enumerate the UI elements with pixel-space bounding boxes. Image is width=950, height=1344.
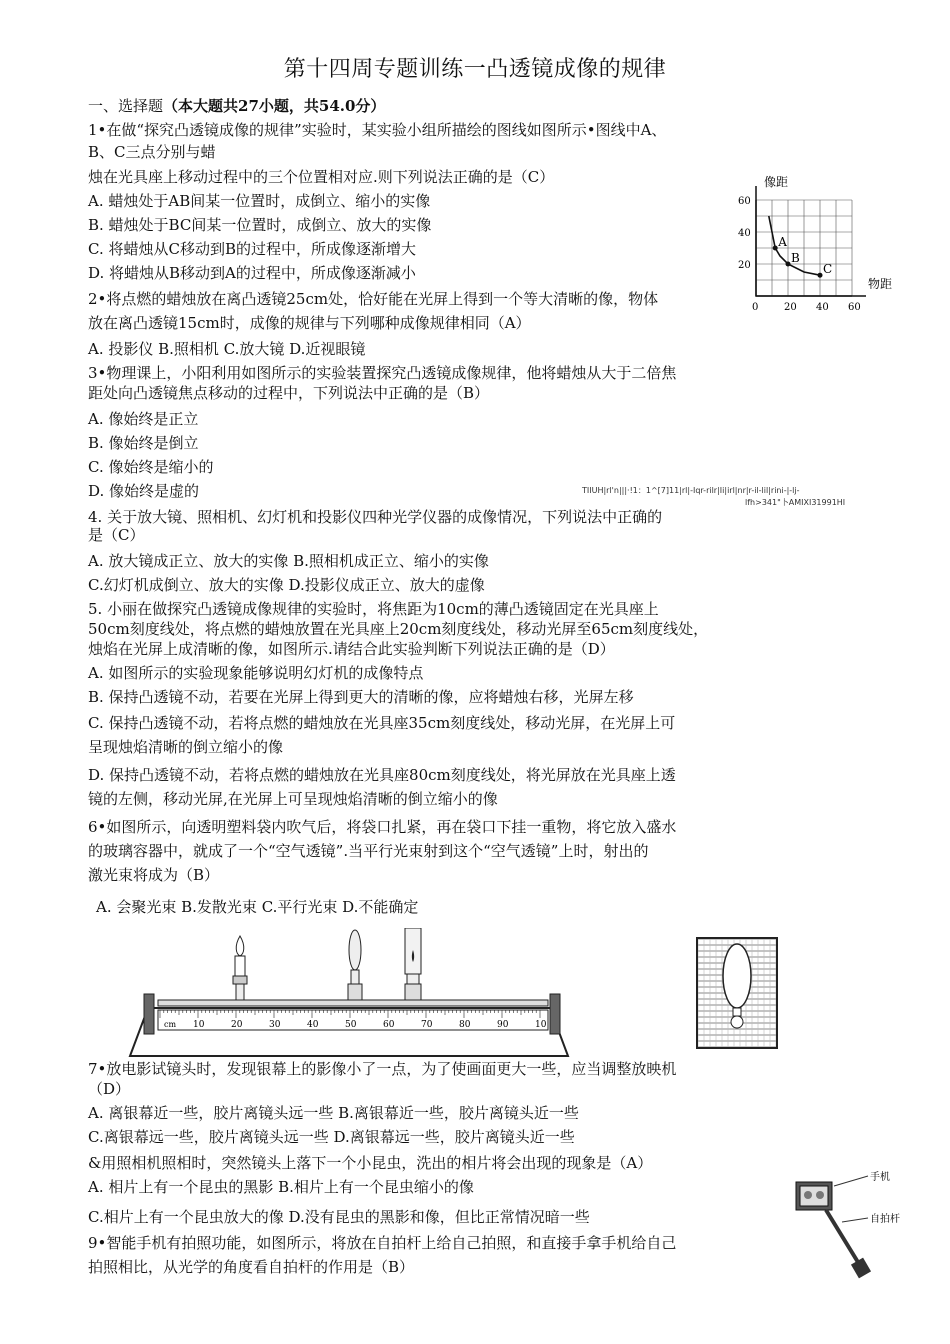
text-line: 4. 关于放大镜、照相机、幻灯机和投影仪四种光学仪器的成像情况，下列说法中正确的 — [88, 508, 663, 526]
graph-ylabel: 像距 — [764, 175, 789, 189]
graph-curve — [769, 216, 820, 275]
bench-tick-label: 10 — [193, 1020, 205, 1030]
text-line: 放在离凸透镜15cm时，成像的规律与下列哪种成像规律相同（A） — [88, 314, 531, 332]
bench-unit: cm — [164, 1020, 177, 1029]
bench-tick-label: 60 — [383, 1020, 395, 1030]
optical-bench-figure — [120, 928, 570, 1058]
text-line: 7•放电影试镜头时，发现银幕上的影像小了一点，为了使画面更大一些，应当调整放映机 — [88, 1060, 677, 1078]
graph-point-label: B — [791, 251, 800, 265]
text-line: A. 蜡烛处于AB间某一位置时，成倒立、缩小的实像 — [88, 192, 431, 210]
bench-tick-label: 70 — [421, 1020, 433, 1030]
text-line: A. 离银幕近一些，胶片离镜头远一些 B.离银幕近一些，胶片离镜头近一些 — [88, 1104, 579, 1122]
garbled-scale-text: TIIUH|rl'n|||·!1：1^[7]11|rl|-Iqr-rilr|Ii|irl|nr|r-il-lil|rini-|-lj- — [582, 486, 800, 495]
text-line: C.幻灯机成倒立、放大的实像 D.投影仪成正立、放大的虚像 — [88, 576, 485, 594]
page-title: 第十四周专题训练一凸透镜成像的规律 — [283, 57, 667, 82]
text-line: D. 将蜡烛从B移动到A的过程中，所成像逐渐减小 — [88, 264, 416, 282]
section-heading: 一、选择题（本大题共27小题，共54.0分） — [88, 97, 386, 115]
graph-ytick: 20 — [738, 260, 751, 271]
text-line: D. 保持凸透镜不动，若将点燃的蜡烛放在光具座80cm刻度线处，将光屏放在光具座上透 — [88, 766, 676, 784]
graph-xtick: 20 — [784, 302, 797, 313]
graph-point — [818, 273, 823, 278]
text-line: 是（C） — [88, 526, 145, 544]
convex-lens — [348, 930, 362, 1000]
text-line: A. 如图所示的实验现象能够说明幻灯机的成像特点 — [88, 664, 424, 682]
text-line: （D） — [88, 1080, 131, 1098]
text-line: 50cm刻度线处，将点燃的蜡烛放置在光具座上20cm刻度线处，移动光屏至65cm刻度线处， — [88, 620, 709, 638]
text-line: 镜的左侧，移动光屏,在光屏上可呈现烛焰清晰的倒立缩小的像 — [88, 790, 498, 808]
garbled-scale-text: lfh>341"卜AMIXI31991HI — [745, 498, 846, 507]
selfie-stick-figure — [790, 1160, 920, 1280]
text-line: 拍照相比，从光学的角度看自拍杆的作用是（B） — [88, 1258, 415, 1276]
text-line: 1•在做“探究凸透镜成像的规律”实验时，某实验小组所描绘的图线如图所示•图线中A、 — [88, 121, 667, 139]
text-line: 烛在光具座上移动过程中的三个位置相对应.则下列说法正确的是（C） — [88, 168, 555, 186]
text-line: B. 蜡烛处于BC间某一位置时，成倒立、放大的实像 — [88, 216, 432, 234]
text-line: B. 保持凸透镜不动，若要在光屏上得到更大的清晰的像，应将蜡烛右移，光屏左移 — [88, 688, 634, 706]
text-line: C.相片上有一个昆虫放大的像 D.没有昆虫的黑影和像，但比正常情况暗一些 — [88, 1208, 590, 1226]
text-line: 烛焰在光屏上成清晰的像，如图所示.请结合此实验判断下列说法正确的是（D） — [88, 640, 615, 658]
air-lens-figure — [695, 936, 780, 1051]
text-line: 3•物理课上，小阳利用如图所示的实验装置探究凸透镜成像规律，他将蜡烛从大于二倍焦 — [88, 364, 677, 382]
text-line: B. 像始终是倒立 — [88, 434, 199, 452]
candle — [233, 936, 247, 1000]
graph-point — [773, 246, 778, 251]
text-line: A. 相片上有一个昆虫的黑影 B.相片上有一个昆虫缩小的像 — [88, 1178, 474, 1196]
graph-point — [786, 262, 791, 267]
graph-xtick: 40 — [816, 302, 829, 313]
text-line: D. 像始终是虚的 — [88, 482, 200, 500]
text-line: C. 像始终是缩小的 — [88, 458, 214, 476]
bench-tick-label: 90 — [497, 1020, 509, 1030]
text-line: 距处向凸透镜焦点移动的过程中，下列说法中正确的是（B） — [88, 384, 490, 402]
graph-point-label: A — [778, 235, 787, 249]
text-line: 9•智能手机有拍照功能，如图所示，将放在自拍杆上给自己拍照，和直接手拿手机给自己 — [88, 1234, 677, 1252]
text-line: &用照相机照相时，突然镜头上落下一个小昆虫，洗出的相片将会出现的现象是（A） — [88, 1154, 653, 1172]
text-line: 呈现烛焰清晰的倒立缩小的像 — [88, 738, 284, 756]
text-line: 激光束将成为（B） — [88, 866, 220, 884]
text-line: A. 放大镜成正立、放大的实像 B.照相机成正立、缩小的实像 — [88, 552, 489, 570]
bench-tick-label: 20 — [231, 1020, 243, 1030]
graph-ytick: 40 — [738, 228, 751, 239]
graph-point-label: C — [823, 262, 833, 277]
text-line: C.离银幕远一些，胶片离镜头远一些 D.离银幕远一些，胶片离镜头近一些 — [88, 1128, 575, 1146]
text-line: A. 会聚光束 B.发散光束 C.平行光束 D.不能确定 — [96, 898, 419, 916]
bench-tick-label: 30 — [269, 1020, 281, 1030]
graph-xtick: 60 — [848, 302, 861, 313]
stick-label: 自拍杆 — [870, 1214, 900, 1225]
text-line: 6•如图所示，向透明塑料袋内吹气后，将袋口扎紧，再在袋口下挂一重物，将它放入盛水 — [88, 818, 677, 836]
image-distance-graph — [730, 170, 900, 320]
text-line: C. 将蜡烛从C移动到B的过程中，所成像逐渐增大 — [88, 240, 416, 258]
graph-xlabel: 物距 — [868, 277, 893, 291]
bench-tick-label: 10 — [535, 1020, 547, 1030]
bench-tick-label: 50 — [345, 1020, 357, 1030]
text-line: C. 保持凸透镜不动，若将点燃的蜡烛放在光具座35cm刻度线处，移动光屏，在光屏上可 — [88, 714, 676, 732]
text-line: A. 像始终是正立 — [88, 410, 199, 428]
bench-tick-label: 40 — [307, 1020, 319, 1030]
text-line: 5. 小丽在做探究凸透镜成像规律的实验时，将焦距为10cm的薄凸透镜固定在光具座上 — [88, 600, 659, 618]
text-line: A. 投影仪 B.照相机 C.放大镜 D.近视眼镜 — [88, 340, 366, 358]
text-line: 的玻璃容器中，就成了一个“空气透镜”.当平行光束射到这个“空气透镜”上时，射出的 — [88, 842, 649, 860]
text-line: B、C三点分别与蜡 — [88, 143, 216, 161]
graph-ytick: 60 — [738, 196, 751, 207]
graph-axes — [756, 186, 866, 296]
bench-tick-label: 80 — [459, 1020, 471, 1030]
phone-label: 手机 — [870, 1172, 890, 1183]
text-line: 2•将点燃的蜡烛放在离凸透镜25cm处，恰好能在光屏上得到一个等大清晰的像，物体 — [88, 290, 659, 308]
graph-xtick: 0 — [752, 302, 759, 313]
light-screen — [405, 928, 421, 1000]
